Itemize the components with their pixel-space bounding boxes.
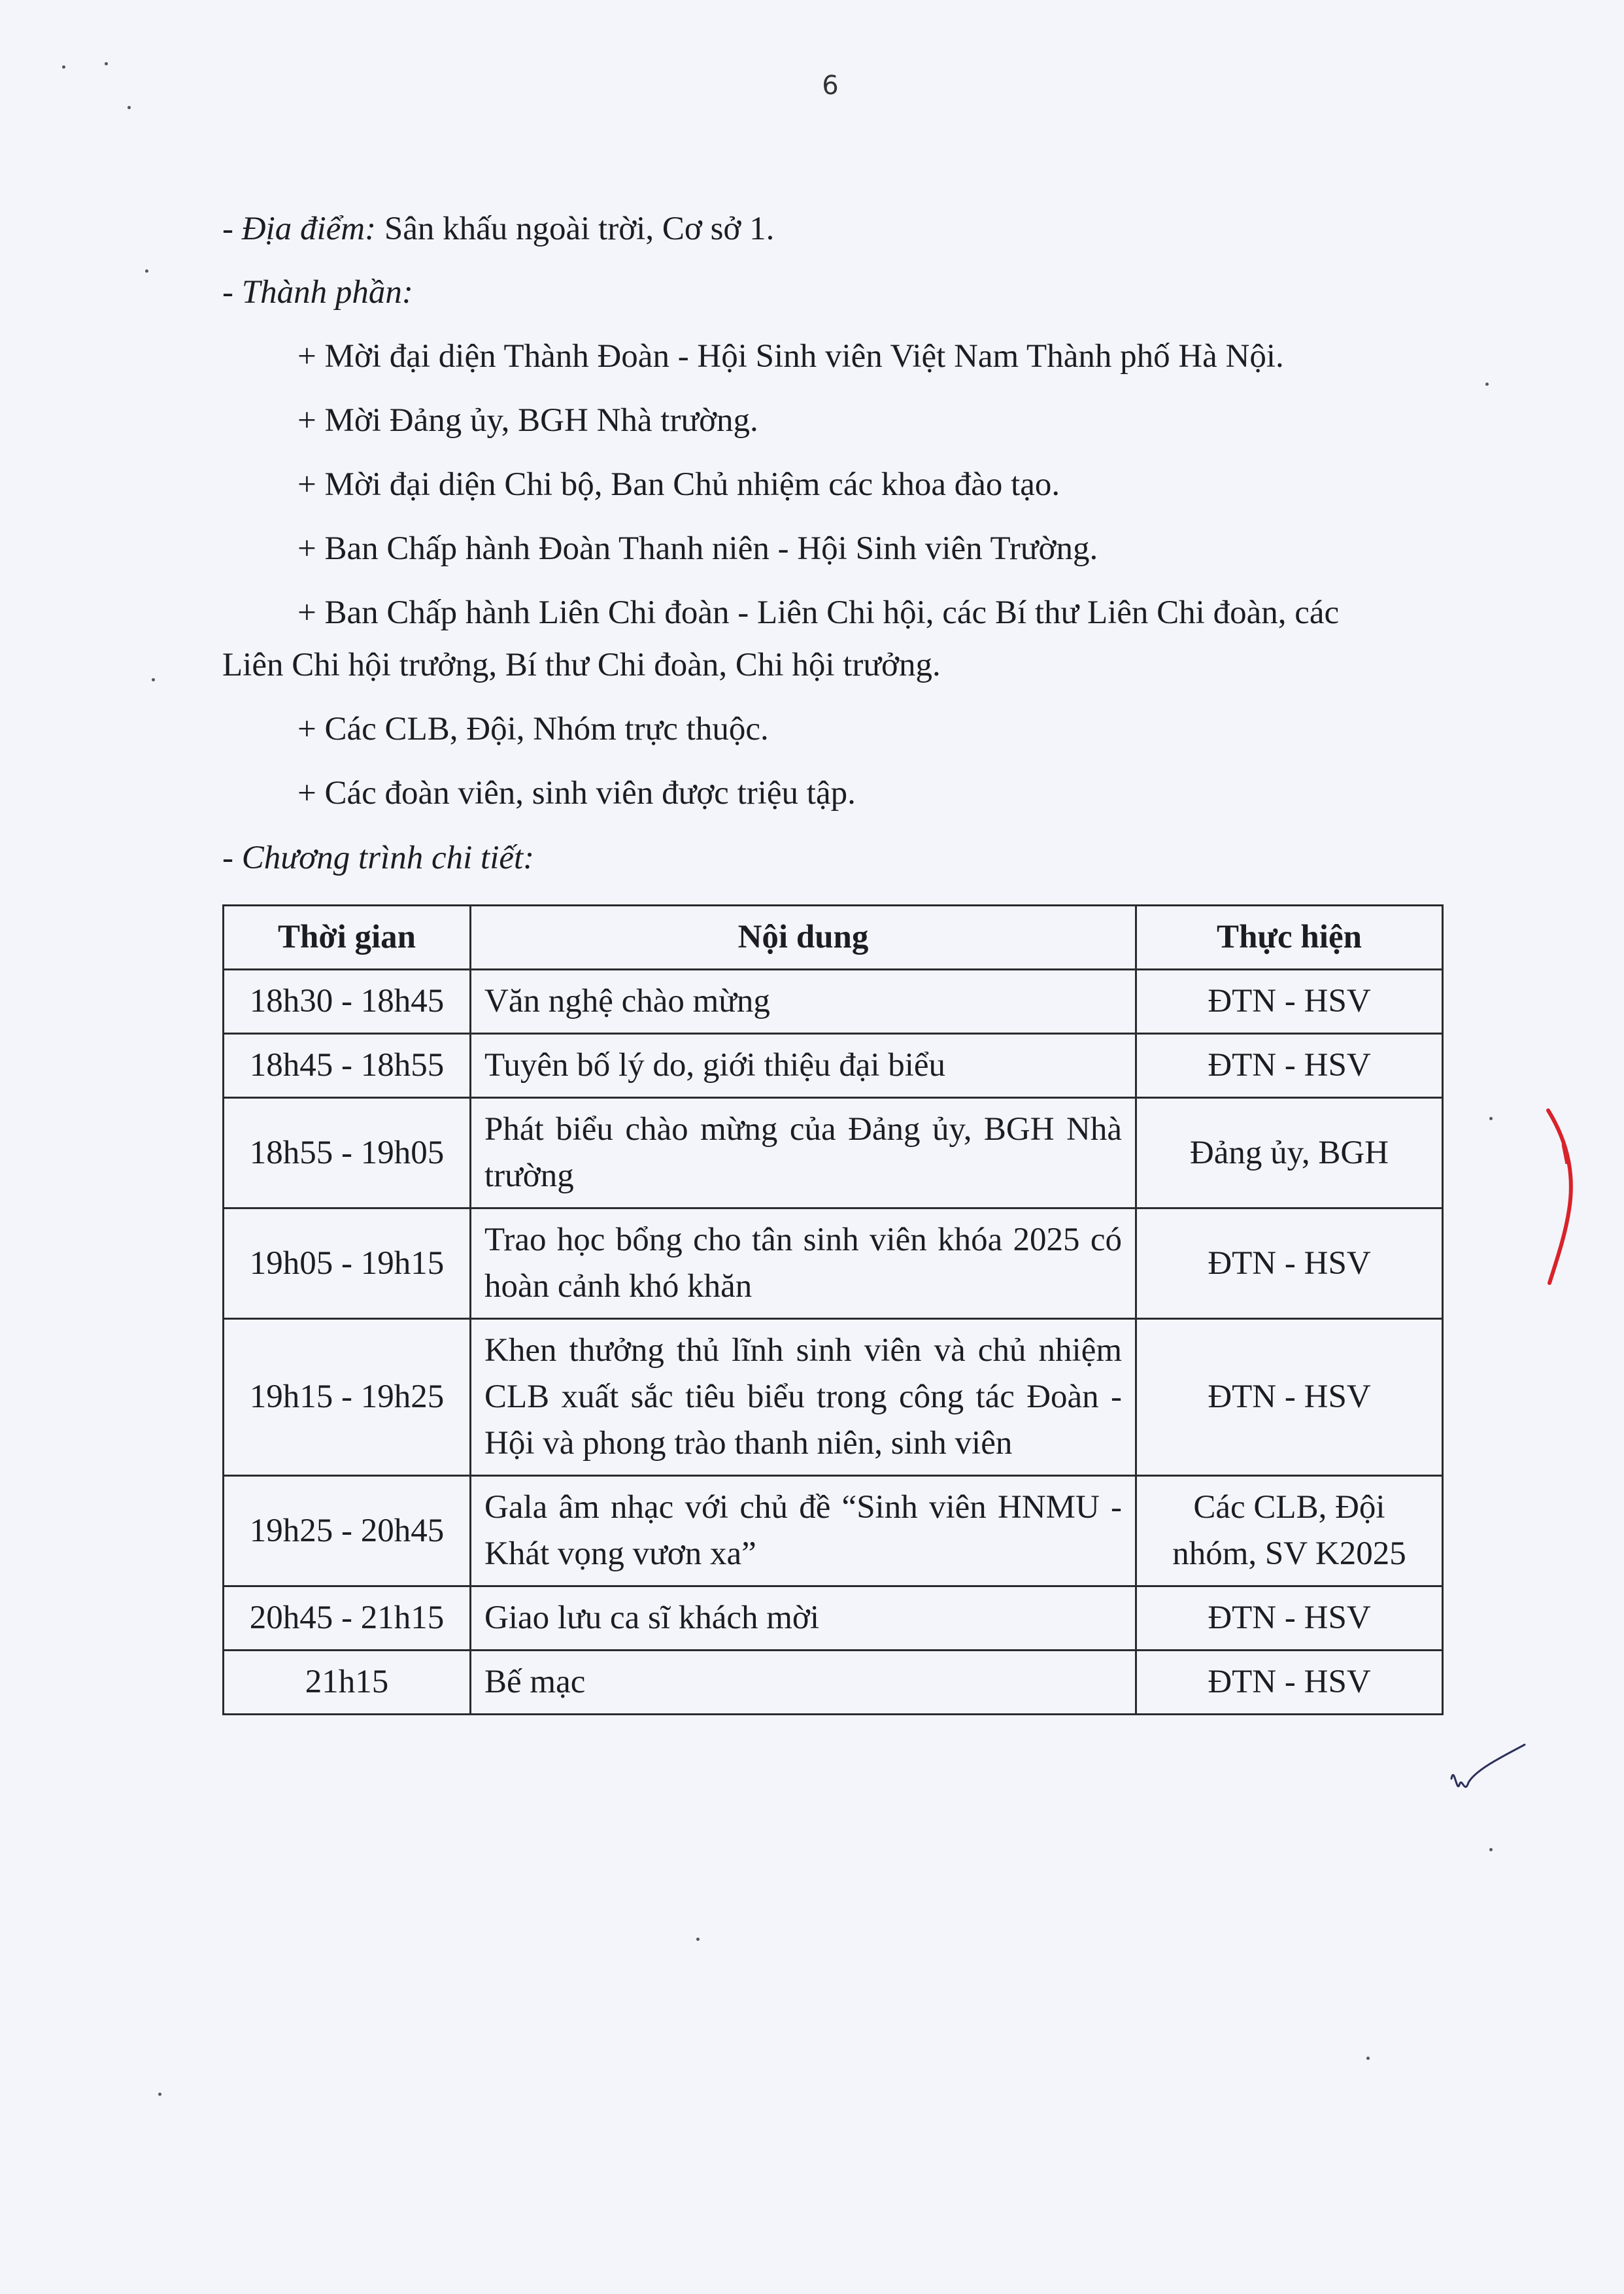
scan-speck [1485,383,1489,386]
row-time: 18h55 - 19h05 [224,1098,471,1208]
scan-speck [1489,1117,1493,1120]
participant-item: + Mời đại diện Thành Đoàn - Hội Sinh viên Việt Nam Thành phố Hà Nội. [297,338,1284,375]
row-time: 18h30 - 18h45 [224,970,471,1034]
program-heading [222,842,534,875]
scan-speck [62,65,65,69]
participants-heading [222,276,413,309]
row-performer: ĐTN - HSV [1136,1208,1443,1319]
participant-item: + Các CLB, Đội, Nhóm trực thuộc. [297,711,769,747]
venue-label: - Địa điểm: [222,211,377,247]
scan-speck [145,269,148,273]
participant-item: + Ban Chấp hành Đoàn Thanh niên - Hội Sinh viên Trường. [297,530,1098,567]
table-row [224,1651,1443,1715]
participant-item: + Mời đại diện Chi bộ, Ban Chủ nhiệm các khoa đào tạo. [297,466,1060,503]
row-content: Giao lưu ca sĩ khách mời [471,1586,1136,1651]
red-margin-mark [1543,1105,1589,1288]
participant-item: + Các đoàn viên, sinh viên được triệu tập. [297,775,856,812]
participant-item: + Ban Chấp hành Liên Chi đoàn - Liên Chi hội, các Bí thư Liên Chi đoàn, các [297,594,1340,631]
table-header-row [224,906,1443,970]
header-content: Nội dung [471,906,1136,970]
row-time: 20h45 - 21h15 [224,1586,471,1651]
row-performer: ĐTN - HSV [1136,970,1443,1034]
scan-speck [105,62,108,65]
table-row [224,1208,1443,1319]
row-time: 19h05 - 19h15 [224,1208,471,1319]
row-performer: ĐTN - HSV [1136,1319,1443,1476]
scan-speck [158,2093,161,2096]
participant-item-continuation: Liên Chi hội trưởng, Bí thư Chi đoàn, Chi hội trưởng. [222,647,941,683]
row-content: Bế mạc [471,1651,1136,1715]
participants-label: - Thành phần: [222,274,413,311]
row-performer: Đảng ủy, BGH [1136,1098,1443,1208]
row-content: Văn nghệ chào mừng [471,970,1136,1034]
header-time: Thời gian [224,906,471,970]
table-row [224,1034,1443,1098]
row-performer: ĐTN - HSV [1136,1034,1443,1098]
row-time: 21h15 [224,1651,471,1715]
page-number: 6 [822,71,839,101]
table-row [224,1586,1443,1651]
row-content: Phát biểu chào mừng của Đảng ủy, BGH Nhà trường [471,1098,1136,1208]
row-performer: ĐTN - HSV [1136,1586,1443,1651]
scan-speck [696,1938,700,1941]
scan-speck [152,678,155,681]
row-content: Trao học bổng cho tân sinh viên khóa 2025 có hoàn cảnh khó khăn [471,1208,1136,1319]
scan-speck [1366,2057,1370,2060]
row-time: 19h15 - 19h25 [224,1319,471,1476]
scan-speck [127,106,131,109]
venue-value: Sân khấu ngoài trời, Cơ sở 1. [376,211,775,247]
table-row [224,1319,1443,1476]
row-performer: Các CLB, Đội nhóm, SV K2025 [1136,1476,1443,1586]
participant-item: + Mời Đảng ủy, BGH Nhà trường. [297,402,758,439]
row-time: 18h45 - 18h55 [224,1034,471,1098]
table-row [224,1098,1443,1208]
row-content: Khen thưởng thủ lĩnh sinh viên và chủ nhiệm CLB xuất sắc tiêu biểu trong công tác Đoàn - Hội và phong trào thanh niên, sinh viên [471,1319,1136,1476]
row-time: 19h25 - 20h45 [224,1476,471,1586]
table-row [224,970,1443,1034]
row-content: Gala âm nhạc với chủ đề “Sinh viên HNMU - Khát vọng vươn xa” [471,1476,1136,1586]
initials-signature [1445,1739,1530,1798]
program-schedule-table [222,904,1444,1715]
program-label: - Chương trình chi tiết: [222,840,535,876]
row-content: Tuyên bố lý do, giới thiệu đại biểu [471,1034,1136,1098]
table-row [224,1476,1443,1586]
venue-line [222,213,774,246]
scan-speck [1489,1848,1493,1851]
header-performer: Thực hiện [1136,906,1443,970]
row-performer: ĐTN - HSV [1136,1651,1443,1715]
